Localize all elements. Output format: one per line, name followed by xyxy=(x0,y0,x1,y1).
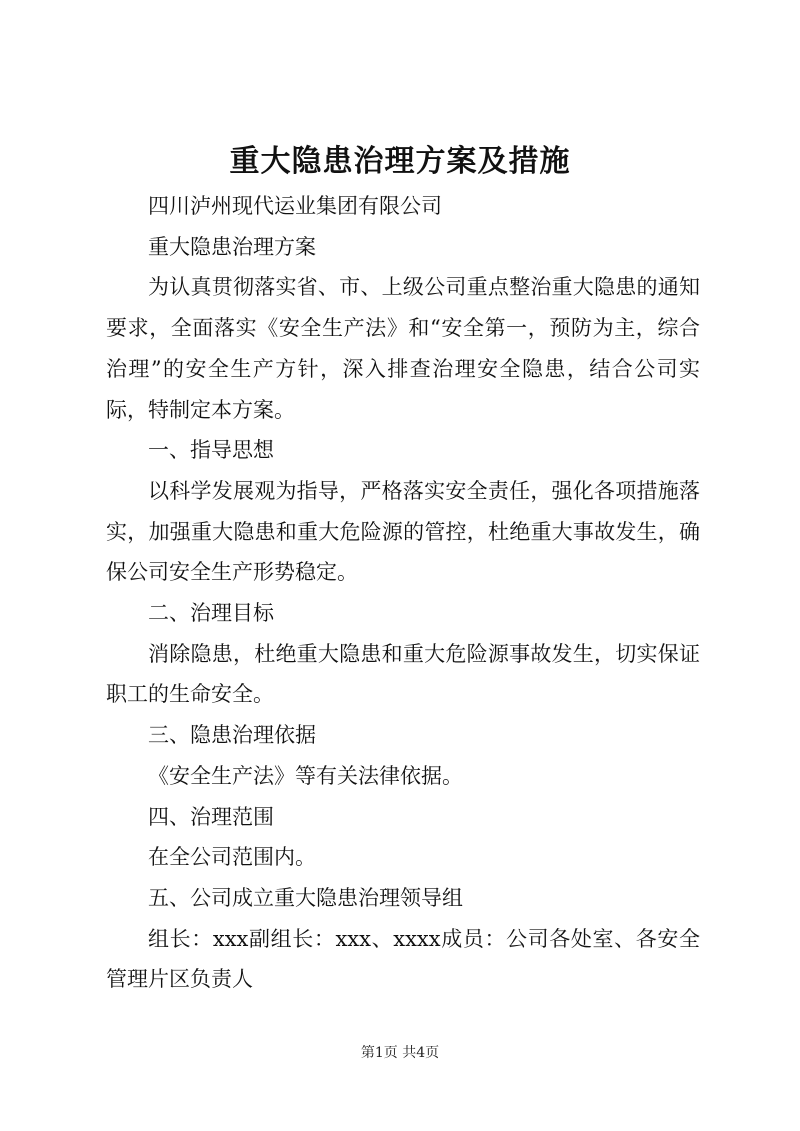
section-heading-scope: 四、治理范围 xyxy=(148,804,274,829)
guiding-thought-paragraph: 以科学发展观为指导，严格落实安全责任，强化各项措施落实，加强重大隐患和重大危险源的管控，杜绝重大事故发生，确保公司安全生产形势稳定。 xyxy=(106,478,700,585)
section-heading-basis: 三、隐患治理依据 xyxy=(148,723,316,748)
intro-paragraph: 为认真贯彻落实省、市、上级公司重点整治重大隐患的通知要求，全面落实《安全生产法》和“安全第一，预防为主，综合治理”的安全生产方针，深入排查治理安全隐患，结合公司实际，特制定本方案。 xyxy=(106,275,700,422)
page-number-footer: 第1页 共4页 xyxy=(360,1045,440,1061)
document-title: 重大隐患治理方案及措施 xyxy=(229,144,571,179)
section-heading-leadership-group: 五、公司成立重大隐患治理领导组 xyxy=(148,885,463,910)
section-heading-goal: 二、治理目标 xyxy=(148,601,274,626)
company-name: 四川泸州现代运业集团有限公司 xyxy=(148,194,442,218)
leadership-group-paragraph: 组长：xxx副组长：xxx、xxxx成员：公司各处室、各安全管理片区负责人 xyxy=(106,926,700,992)
basis-paragraph: 《安全生产法》等有关法律依据。 xyxy=(148,763,463,788)
scope-paragraph: 在全公司范围内。 xyxy=(148,845,316,870)
section-heading-guiding-thought: 一、指导思想 xyxy=(148,438,274,463)
document-body xyxy=(106,186,700,1000)
goal-paragraph: 消除隐患，杜绝重大隐患和重大危险源事故发生，切实保证职工的生命安全。 xyxy=(106,641,700,707)
plan-subtitle: 重大隐患治理方案 xyxy=(148,234,316,259)
